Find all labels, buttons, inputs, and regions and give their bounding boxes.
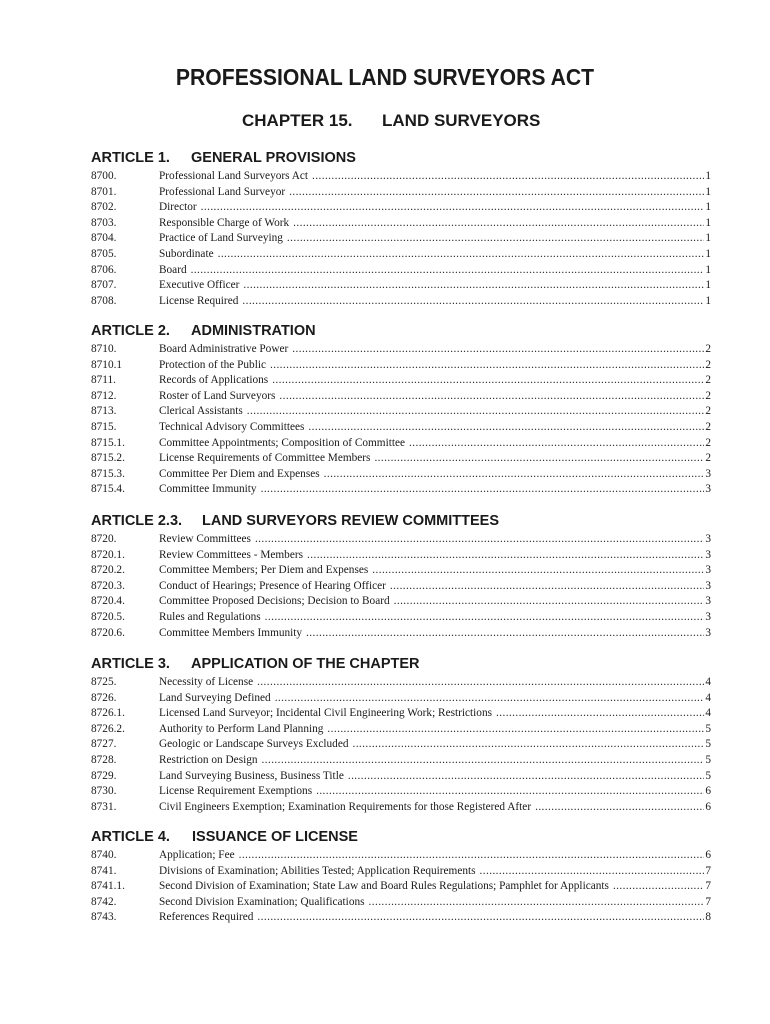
article-heading [91, 323, 711, 341]
dot-leader [292, 342, 704, 358]
dot-leader [348, 769, 704, 785]
section-title: License Requirements of Committee Members [159, 452, 371, 465]
section-title: Committee Appointments; Composition of Committee [159, 436, 406, 449]
dot-leader [535, 800, 704, 816]
section-number: 8715.4. [91, 483, 125, 496]
page-number: 3 [705, 626, 711, 639]
entry-line [159, 358, 711, 374]
section-number: 8727. [91, 738, 117, 751]
dot-leader [613, 879, 704, 895]
entry-line [159, 482, 711, 498]
section-title: License Required [159, 294, 239, 307]
page-number: 8 [705, 911, 711, 924]
page-number: 1 [705, 216, 711, 229]
section-title: Practice of Land Surveying [159, 232, 283, 245]
dot-leader [352, 737, 704, 753]
dot-leader [390, 579, 704, 595]
section-number: 8729. [91, 769, 117, 782]
article-heading [91, 150, 711, 168]
section-number: 8731. [91, 800, 117, 813]
section-number: 8713. [91, 405, 117, 418]
section-title: Land Surveying Business, Business Title [159, 769, 344, 782]
document-title: PROFESSIONAL LAND SURVEYORS ACT [175, 64, 595, 90]
entry-list [91, 169, 711, 309]
section-title: License Requirement Exemptions [159, 785, 313, 798]
toc-entry[interactable] [91, 753, 711, 769]
article-heading [91, 513, 711, 531]
entry-line [159, 263, 711, 279]
dot-leader [247, 404, 705, 420]
section-title: Committee Per Diem and Expenses [159, 467, 320, 480]
dot-leader [312, 169, 704, 185]
toc-entry[interactable] [91, 548, 711, 564]
dot-leader [265, 610, 705, 626]
page-number: 1 [705, 170, 711, 182]
page-number: 3 [705, 564, 711, 577]
entry-line [159, 594, 711, 610]
article-number: ARTICLE 4. [91, 829, 170, 845]
page-number: 3 [705, 595, 711, 608]
entry-line [159, 610, 711, 626]
toc-entry[interactable] [91, 342, 711, 358]
toc-entry[interactable] [91, 200, 711, 216]
entry-line [159, 436, 711, 452]
page-number: 1 [705, 185, 711, 198]
dot-leader [272, 373, 704, 389]
page-number: 2 [705, 436, 711, 449]
page-number: 3 [705, 579, 711, 592]
page-number: 7 [705, 895, 711, 908]
toc-entry[interactable] [91, 722, 711, 738]
dot-leader [270, 358, 704, 374]
section-title: Clerical Assistants [159, 405, 243, 418]
article-name: GENERAL PROVISIONS [191, 150, 356, 166]
section-number: 8708. [91, 294, 117, 307]
toc-entry[interactable] [91, 769, 711, 785]
section-title: Authority to Perform Land Planning [159, 722, 324, 735]
entry-line [159, 169, 711, 185]
toc-entry[interactable] [91, 737, 711, 753]
entry-line [159, 420, 711, 436]
dot-leader [369, 895, 705, 911]
entry-line [159, 389, 711, 405]
toc-entry[interactable] [91, 263, 711, 279]
toc-entry[interactable] [91, 532, 711, 548]
dot-leader [287, 231, 704, 247]
section-number: 8715. [91, 420, 117, 433]
dot-leader [289, 185, 704, 201]
section-number: 8710.1 [91, 358, 123, 371]
section-title: Civil Engineers Exemption; Examination Requirements for those Registered After [159, 800, 532, 813]
toc-entry[interactable] [91, 404, 711, 420]
section-title: Records of Applications [159, 374, 269, 387]
entry-line [159, 691, 711, 707]
dot-leader [261, 482, 705, 498]
section-title: Land Surveying Defined [159, 691, 271, 704]
page-number: 3 [705, 548, 711, 561]
entry-line [159, 879, 711, 895]
entry-list [91, 342, 711, 498]
toc-entry[interactable] [91, 864, 711, 880]
section-title: Professional Land Surveyors Act [159, 170, 309, 182]
section-number: 8726.2. [91, 722, 125, 735]
article-number: ARTICLE 3. [91, 656, 170, 672]
article-number: ARTICLE 2.3. [91, 513, 183, 529]
section-title: Second Division Examination; Qualifications [159, 895, 365, 908]
article-name: ADMINISTRATION [191, 323, 316, 339]
entry-line [159, 467, 711, 483]
section-title: Second Division of Examination; State Law and Board Rules Regulations; Pamphlet for Applicants [159, 880, 609, 893]
entry-list [91, 848, 711, 926]
page-number: 2 [705, 358, 711, 371]
dot-leader [218, 247, 705, 263]
page-number: 5 [705, 769, 711, 782]
toc-entry[interactable] [91, 626, 711, 642]
entry-line [159, 910, 711, 926]
page-number: 3 [705, 483, 711, 496]
dot-leader [255, 532, 704, 548]
dot-leader [496, 706, 704, 722]
section-number: 8720.2. [91, 564, 125, 577]
section-number: 8715.2. [91, 452, 125, 465]
dot-leader [324, 467, 705, 483]
dot-leader [409, 436, 704, 452]
page-number: 7 [705, 880, 711, 893]
entry-line [159, 451, 711, 467]
toc-entry[interactable] [91, 482, 711, 498]
section-number: 8720.4. [91, 595, 125, 608]
page-number: 1 [705, 247, 711, 260]
page-number: 4 [705, 676, 711, 688]
entry-line [159, 769, 711, 785]
section-number: 8742. [91, 895, 117, 908]
section-number: 8700. [91, 170, 117, 182]
page-number: 1 [705, 263, 711, 276]
page-number: 1 [705, 279, 711, 292]
section-number: 8720.1. [91, 548, 125, 561]
entry-line [159, 675, 711, 691]
entry-line [159, 563, 711, 579]
article-name: APPLICATION OF THE CHAPTER [191, 656, 420, 672]
section-number: 8701. [91, 185, 117, 198]
article-section [91, 150, 711, 309]
section-number: 8720.6. [91, 626, 125, 639]
entry-line [159, 753, 711, 769]
page-number: 4 [705, 691, 711, 704]
dot-leader [262, 753, 705, 769]
toc-entry[interactable] [91, 373, 711, 389]
section-title: Geologic or Landscape Surveys Excluded [159, 738, 349, 751]
section-number: 8743. [91, 911, 117, 924]
entry-line [159, 342, 711, 358]
dot-leader [201, 200, 705, 216]
toc-entry[interactable] [91, 247, 711, 263]
dot-leader [279, 389, 704, 405]
entry-list [91, 675, 711, 815]
toc-entry[interactable] [91, 294, 711, 310]
toc-entry[interactable] [91, 579, 711, 595]
page-number: 1 [705, 294, 711, 307]
toc-entry[interactable] [91, 895, 711, 911]
toc-entry[interactable] [91, 691, 711, 707]
entry-line [159, 864, 711, 880]
toc-entry[interactable] [91, 879, 711, 895]
page-number: 5 [705, 738, 711, 751]
dot-leader [293, 216, 704, 232]
section-title: Responsible Charge of Work [159, 216, 290, 229]
toc-entry[interactable] [91, 467, 711, 483]
entry-line [159, 278, 711, 294]
entry-line [159, 737, 711, 753]
entry-line [159, 800, 711, 816]
section-title: References Required [159, 911, 254, 924]
page-number: 5 [705, 753, 711, 766]
entry-line [159, 294, 711, 310]
page-number: 2 [705, 420, 711, 433]
page-number: 2 [705, 452, 711, 465]
page-number: 3 [705, 533, 711, 545]
section-number: 8720.5. [91, 610, 125, 623]
dot-leader [257, 910, 704, 926]
section-title: Roster of Land Surveyors [159, 389, 276, 402]
page-number: 6 [705, 785, 711, 798]
section-title: Divisions of Examination; Abilities Tested; Application Requirements [159, 864, 476, 877]
entry-line [159, 848, 711, 864]
toc-entry[interactable] [91, 784, 711, 800]
page-number: 2 [705, 374, 711, 387]
dot-leader [374, 451, 704, 467]
section-number: 8730. [91, 785, 117, 798]
entry-line [159, 247, 711, 263]
article-section [91, 829, 711, 926]
entry-line [159, 784, 711, 800]
dot-leader [242, 294, 704, 310]
toc-entry[interactable] [91, 910, 711, 926]
page-number: 5 [705, 722, 711, 735]
section-number: 8712. [91, 389, 117, 402]
section-number: 8702. [91, 201, 117, 214]
section-title: Review Committees [159, 533, 251, 545]
page-number: 3 [705, 467, 711, 480]
section-number: 8703. [91, 216, 117, 229]
entry-line [159, 404, 711, 420]
entry-line [159, 216, 711, 232]
dot-leader [239, 848, 705, 864]
page-number: 1 [705, 201, 711, 214]
section-title: Board [159, 263, 187, 276]
entry-line [159, 722, 711, 738]
section-title: Committee Members; Per Diem and Expenses [159, 564, 369, 577]
page-number: 1 [705, 232, 711, 245]
section-title: Committee Members Immunity [159, 626, 303, 639]
section-title: Review Committees - Members [159, 548, 304, 561]
toc-entry[interactable] [91, 169, 711, 185]
section-number: 8715.1. [91, 436, 125, 449]
section-title: Professional Land Surveyor [159, 185, 286, 198]
dot-leader [257, 675, 704, 691]
section-number: 8710. [91, 343, 117, 355]
article-number: ARTICLE 1. [91, 150, 170, 166]
dot-leader [316, 784, 704, 800]
entry-line [159, 532, 711, 548]
section-number: 8726. [91, 691, 117, 704]
section-number: 8707. [91, 279, 117, 292]
section-title: Technical Advisory Committees [159, 420, 305, 433]
entry-line [159, 706, 711, 722]
toc-entry[interactable] [91, 278, 711, 294]
section-title: Executive Officer [159, 279, 240, 292]
section-title: Necessity of License [159, 676, 254, 688]
chapter-name: LAND SURVEYORS [382, 111, 541, 130]
page-number: 2 [705, 389, 711, 402]
toc-entry[interactable] [91, 594, 711, 610]
dot-leader [327, 722, 704, 738]
section-title: Protection of the Public [159, 358, 266, 371]
section-title: Rules and Regulations [159, 610, 261, 623]
article-heading [91, 829, 711, 847]
section-number: 8725. [91, 676, 117, 688]
page-number: 7 [705, 864, 711, 877]
page-number: 6 [705, 800, 711, 813]
section-number: 8741.1. [91, 880, 125, 893]
entry-line [159, 895, 711, 911]
section-title: Director [159, 201, 197, 214]
dot-leader [480, 864, 705, 880]
section-number: 8720. [91, 533, 117, 545]
toc-entry[interactable] [91, 420, 711, 436]
article-name: LAND SURVEYORS REVIEW COMMITTEES [202, 513, 500, 529]
section-title: Board Administrative Power [159, 343, 289, 355]
page-number: 6 [705, 849, 711, 861]
section-title: Conduct of Hearings; Presence of Hearing Officer [159, 579, 386, 592]
dot-leader [243, 278, 704, 294]
article-name: ISSUANCE OF LICENSE [192, 829, 358, 845]
dot-leader [275, 691, 705, 707]
toc-entry[interactable] [91, 800, 711, 816]
article-section [91, 323, 711, 498]
entry-list [91, 532, 711, 641]
dot-leader [191, 263, 705, 279]
toc-entry[interactable] [91, 675, 711, 691]
article-section [91, 513, 711, 641]
toc-entry[interactable] [91, 610, 711, 626]
dot-leader [307, 548, 704, 564]
entry-line [159, 373, 711, 389]
toc-entry[interactable] [91, 358, 711, 374]
section-number: 8726.1. [91, 707, 125, 720]
toc-entry[interactable] [91, 389, 711, 405]
entry-line [159, 548, 711, 564]
dot-leader [394, 594, 705, 610]
page-number: 3 [705, 610, 711, 623]
entry-line [159, 185, 711, 201]
entry-line [159, 626, 711, 642]
section-number: 8741. [91, 864, 117, 877]
dot-leader [372, 563, 704, 579]
chapter-heading [0, 111, 770, 135]
section-title: Restriction on Design [159, 753, 258, 766]
section-number: 8711. [91, 374, 116, 387]
article-heading [91, 656, 711, 674]
section-title: Committee Immunity [159, 483, 257, 496]
toc-entry[interactable] [91, 436, 711, 452]
entry-line [159, 200, 711, 216]
section-number: 8720.3. [91, 579, 125, 592]
toc-entry[interactable] [91, 185, 711, 201]
toc-entry[interactable] [91, 216, 711, 232]
section-title: Subordinate [159, 247, 214, 260]
toc-entry[interactable] [91, 451, 711, 467]
chapter-number: CHAPTER 15. [242, 111, 353, 130]
page-number: 2 [705, 405, 711, 418]
section-number: 8740. [91, 849, 117, 861]
section-number: 8728. [91, 753, 117, 766]
section-number: 8704. [91, 232, 117, 245]
page-number: 2 [705, 343, 711, 355]
entry-line [159, 231, 711, 247]
article-section [91, 656, 711, 815]
section-title: Committee Proposed Decisions; Decision to Board [159, 595, 390, 608]
dot-leader [306, 626, 704, 642]
toc-entry[interactable] [91, 563, 711, 579]
toc-entry[interactable] [91, 231, 711, 247]
toc-entry[interactable] [91, 848, 711, 864]
article-number: ARTICLE 2. [91, 323, 170, 339]
section-title: Application; Fee [159, 849, 235, 861]
page-number: 4 [705, 707, 711, 720]
toc-entry[interactable] [91, 706, 711, 722]
section-number: 8706. [91, 263, 117, 276]
section-title: Licensed Land Surveyor; Incidental Civil Engineering Work; Restrictions [159, 707, 493, 720]
section-number: 8715.3. [91, 467, 125, 480]
section-number: 8705. [91, 247, 117, 260]
dot-leader [308, 420, 704, 436]
entry-line [159, 579, 711, 595]
